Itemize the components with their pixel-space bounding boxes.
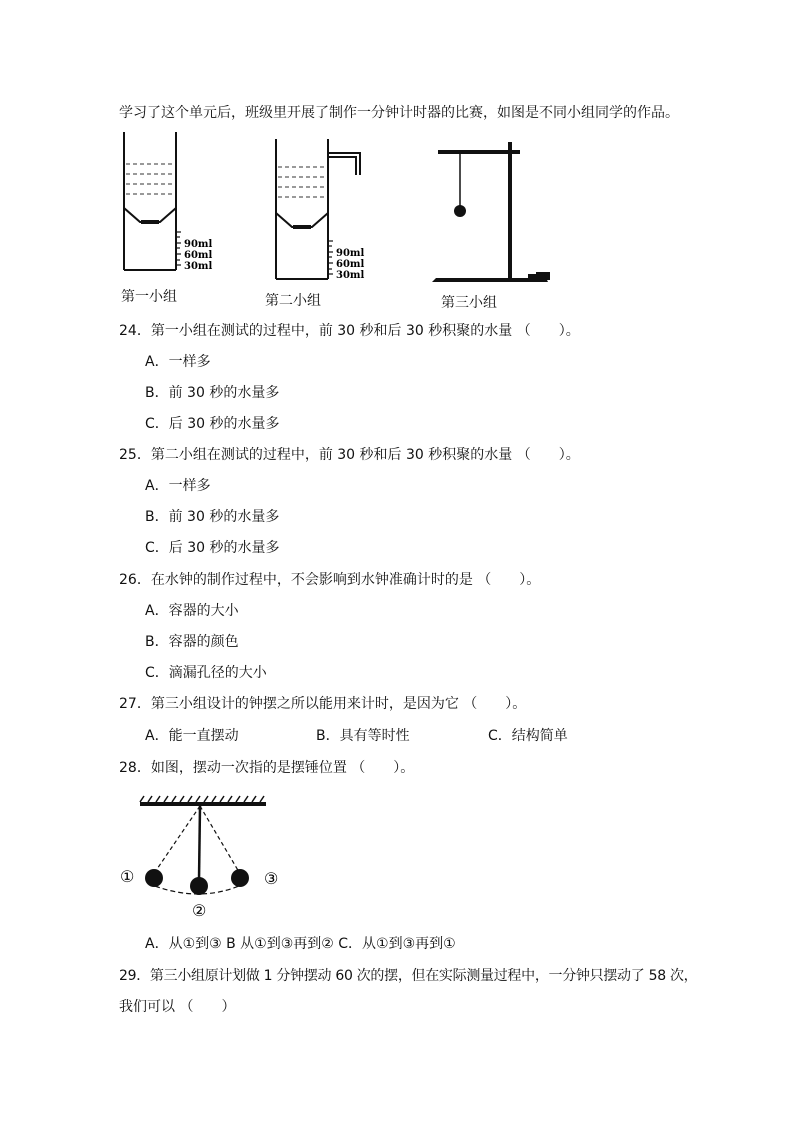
position-label-1: ① [120,867,135,886]
q25-option-c[interactable]: C．后 30 秒的水量多 [145,540,280,556]
q25-option-b[interactable]: B．前 30 秒的水量多 [145,509,280,525]
position-label-3: ③ [264,869,279,888]
group3-pendulum-stand [428,140,558,310]
pendulum-bob-2 [190,877,208,895]
group1-water-clock [118,130,218,280]
pendulum-bob-3 [231,869,249,887]
q25-stem: 25．第二小组在测试的过程中，前 30 秒和后 30 秒积聚的水量 （ ）。 [119,447,580,463]
q24-option-c[interactable]: C．后 30 秒的水量多 [145,416,280,432]
q26-option-b[interactable]: B．容器的颜色 [145,634,239,650]
q26-stem: 26．在水钟的制作过程中，不会影响到水钟准确计时的是 （ ）。 [119,572,541,588]
scale-label-60-g2: 60ml [336,259,365,270]
q24-option-b[interactable]: B．前 30 秒的水量多 [145,385,280,401]
q28-options[interactable]: A．从①到③ B 从①到③再到② C．从①到③再到① [145,936,456,952]
scale-label-90: 90ml [184,239,213,250]
pendulum-bob-1 [145,869,163,887]
pendulum-swing-diagram [118,792,308,922]
q26-option-c[interactable]: C．滴漏孔径的大小 [145,665,267,681]
q27-option-b[interactable]: B．具有等时性 [316,728,410,744]
caption-group1: 第一小组 [121,289,177,305]
q29-stem-line1: 29．第三小组原计划做 1 分钟摆动 60 次的摆，但在实际测量过程中，一分钟只摆动了 58 次， [119,968,698,984]
position-label-2: ② [192,901,207,920]
q24-option-a[interactable]: A．一样多 [145,354,211,370]
q25-option-a[interactable]: A．一样多 [145,478,211,494]
group2-water-clock [270,135,380,285]
q28-stem: 28．如图，摆动一次指的是摆锤位置 （ ）。 [119,760,415,776]
caption-group2: 第二小组 [265,293,321,309]
q29-stem-line2: 我们可以 （ ） [119,999,236,1015]
scale-label-60: 60ml [184,250,213,261]
caption-group3: 第三小组 [441,295,497,311]
q27-option-a[interactable]: A．能一直摆动 [145,728,239,744]
scale-label-30-g2: 30ml [336,270,365,281]
q24-stem: 24．第一小组在测试的过程中，前 30 秒和后 30 秒积聚的水量 （ ）。 [119,323,580,339]
q26-option-a[interactable]: A．容器的大小 [145,603,239,619]
scale-label-30: 30ml [184,261,213,272]
q27-option-c[interactable]: C．结构简单 [488,728,568,744]
intro-text: 学习了这个单元后，班级里开展了制作一分钟计时器的比赛，如图是不同小组同学的作品。 [119,105,679,121]
scale-label-90-g2: 90ml [336,248,365,259]
q27-stem: 27．第三小组设计的钟摆之所以能用来计时，是因为它 （ ）。 [119,696,527,712]
